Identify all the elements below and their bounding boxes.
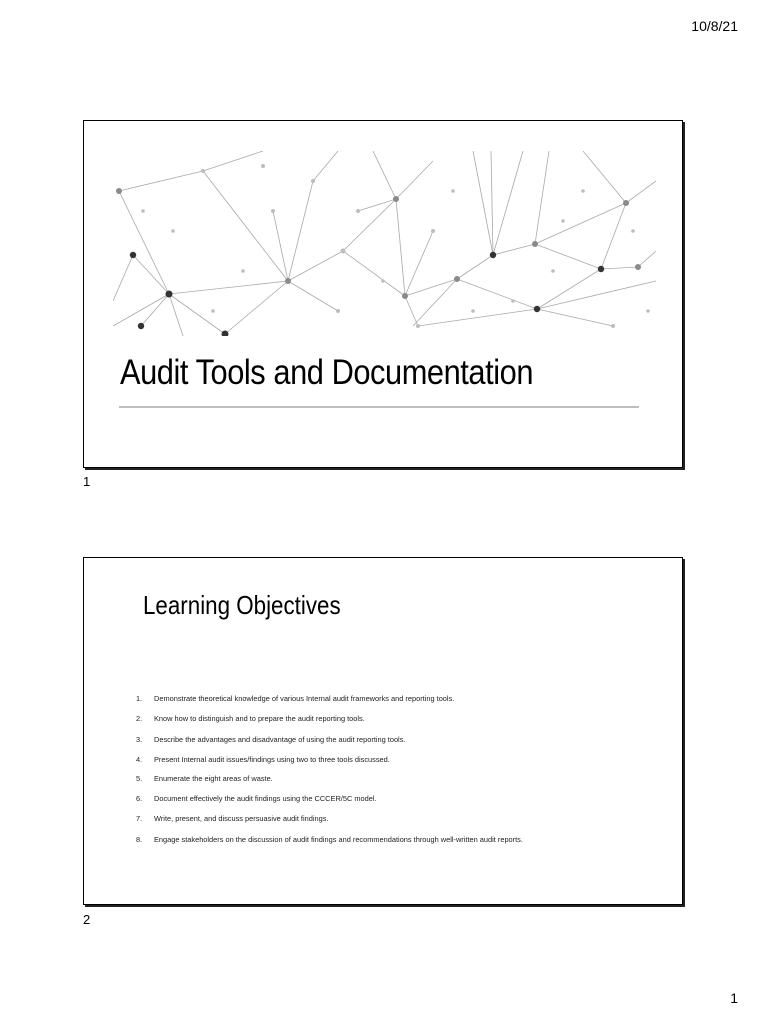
list-item xyxy=(136,794,666,814)
list-item-text: Demonstrate theoretical knowledge of various Internal audit frameworks and reporting tools. xyxy=(154,694,455,703)
list-item xyxy=(136,694,666,714)
slide-2 xyxy=(83,557,683,905)
network-graph-image xyxy=(113,151,656,336)
list-item-text: Describe the advantages and disadvantage of using the audit reporting tools. xyxy=(154,734,406,744)
list-item-number: 3. xyxy=(136,734,143,744)
list-item-text: Document effectively the audit findings using the CCCER/5C model. xyxy=(154,794,377,804)
slide-number: 2 xyxy=(83,912,91,927)
list-item-text: Engage stakeholders on the discussion of audit findings and recommendations through well-written audit reports. xyxy=(154,834,523,844)
list-item-number: 6. xyxy=(136,794,143,804)
list-item xyxy=(136,774,666,794)
list-item-text: Write, present, and discuss persuasive audit findings. xyxy=(154,814,329,824)
list-item-number: 4. xyxy=(136,754,143,764)
list-item xyxy=(136,835,666,855)
list-item-text: Know how to distinguish and to prepare the audit reporting tools. xyxy=(154,714,365,724)
document-date: 10/8/21 xyxy=(691,18,738,34)
list-item-number: 7. xyxy=(136,814,143,824)
slide-title: Learning Objectives xyxy=(143,590,341,620)
list-item-number: 2. xyxy=(136,714,143,724)
list-item xyxy=(136,735,666,755)
list-item-number: 8. xyxy=(136,834,143,844)
list-item-number: 5. xyxy=(136,773,143,783)
list-item-text: Present Internal audit issues/findings using two to three tools discussed. xyxy=(154,754,390,764)
slide-title: Audit Tools and Documentation xyxy=(120,353,534,392)
list-item-number: 1. xyxy=(136,694,143,703)
list-item xyxy=(136,714,666,734)
slide-number: 1 xyxy=(83,474,91,489)
slide-1 xyxy=(83,120,683,468)
list-item-text: Enumerate the eight areas of waste. xyxy=(154,773,273,783)
page-number: 1 xyxy=(730,990,738,1006)
objectives-list xyxy=(136,694,666,855)
title-divider xyxy=(119,406,639,408)
list-item xyxy=(136,814,666,834)
list-item xyxy=(136,755,666,774)
